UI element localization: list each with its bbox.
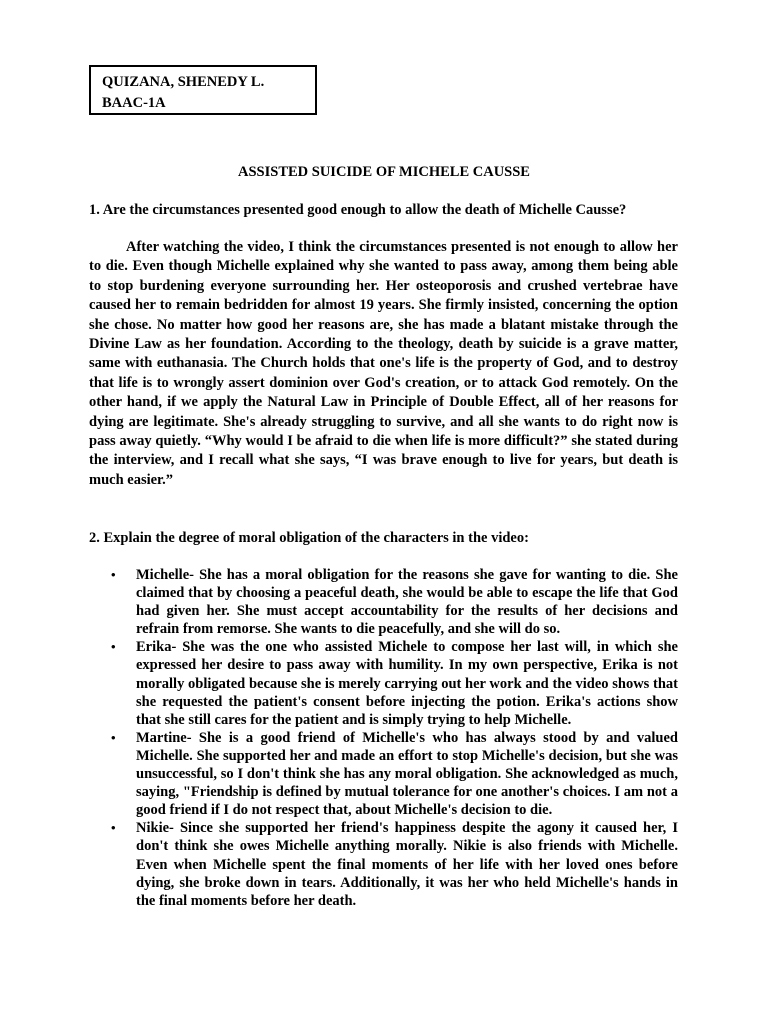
- character-item-erika: [110, 638, 678, 728]
- character-item-martine: [110, 729, 678, 819]
- character-text: Michelle- She has a moral obligation for the reasons she gave for wanting to die. She claimed that by choosing a peaceful death, she would be able to escape the life that God had given her. She must accept accountability for the results of her decisions and refrain from remorse. She wants to die peacefully, and she will do so.: [136, 567, 678, 638]
- document-title: ASSISTED SUICIDE OF MICHELE CAUSSE: [238, 164, 530, 180]
- bullet-icon: •: [111, 639, 116, 655]
- character-text: Nikie- Since she supported her friend's happiness despite the agony it caused her, I don't think she owes Michelle anything morally. Nikie is also friends with Michelle. Even when Michelle spent the final moments of her life with her loved ones before dying, she broke down in tears. Additionally, it was her who held Michelle's hands in the final moments before her death.: [136, 820, 678, 909]
- character-list: [110, 566, 678, 910]
- character-text: Erika- She was the one who assisted Michele to compose her last will, in which she expressed her desire to pass away with humility. In my own perspective, Erika is not morally obligated because she is merely carrying out her work and the video shows that she requested the patient's consent before injecting the potion. Erika's actions show that she still cares for the patient and is simply trying to help Michelle.: [136, 639, 678, 728]
- bullet-icon: •: [111, 729, 116, 745]
- student-name: QUIZANA, SHENEDY L.: [102, 74, 265, 90]
- student-section: BAAC-1A: [102, 95, 166, 111]
- character-text: Martine- She is a good friend of Michelle's who has always stood by and valued Michelle. She supported her and made an effort to stop Michelle's decision, but she was unsuccessful, so I don't think she has any moral obligation. She acknowledged as much, saying, "Friendship is defined by mutual tolerance for one another's choices. I am not a good friend if I do not respect that, about Michelle's decision to die.: [136, 729, 678, 819]
- character-item-michelle: [110, 566, 678, 638]
- student-info-box: [89, 65, 317, 115]
- question-2: 2. Explain the degree of moral obligation of the characters in the video:: [89, 530, 529, 546]
- question-1: 1. Are the circumstances presented good enough to allow the death of Michelle Causse?: [89, 202, 627, 218]
- character-item-nikie: [110, 819, 678, 909]
- bullet-icon: •: [111, 567, 116, 582]
- bullet-icon: •: [111, 820, 116, 836]
- answer-1-paragraph: After watching the video, I think the circumstances presented is not enough to allow her to die. Even though Michelle explained why she wanted to pass away, among them being able to stop burdening everyone surrounding her. Her osteoporosis and crushed vertebrae have caused her to remain bedridden for almost 19 years. She firmly insisted, concerning the option she chose. No matter how good her reasons are, she has made a blatant mistake through the Divine Law as her foundation. According to the theology, death by suicide is a grave matter, same with euthanasia. The Church holds that one's life is the property of God, and to destroy that life is to wrongly assert dominion over God's creation, or to attack God remotely. On the other hand, if we apply the Natural Law in Principle of Double Effect, all of her reasons for dying are legitimate. She's already struggling to survive, and all she wants to do right now is pass away quietly. “Why would I be afraid to die when life is more difficult?” she stated during the interview, and I recall what she says, “I was brave enough to live for years, but death is much easier.”: [89, 239, 678, 488]
